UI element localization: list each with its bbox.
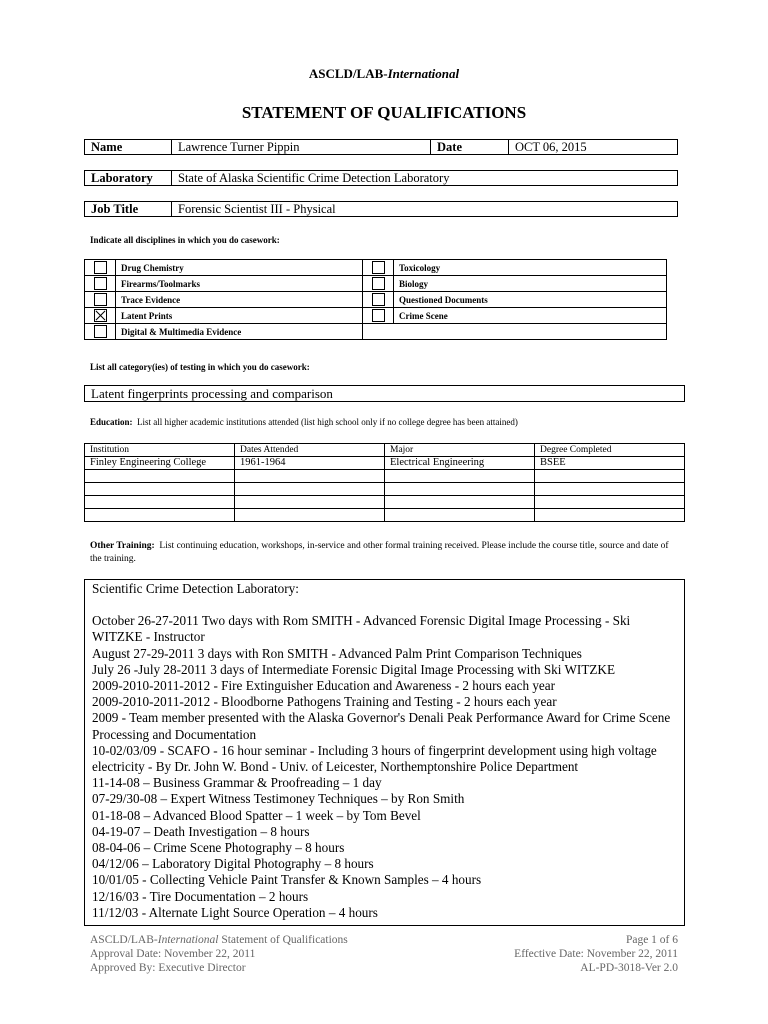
table-cell[interactable]: 1961-1964 <box>235 457 385 470</box>
name-field[interactable]: Lawrence Turner Pippin <box>172 140 431 154</box>
footer-doc-id: AL-PD-3018-Ver 2.0 <box>580 962 678 974</box>
column-header: Institution <box>85 444 235 457</box>
digital-multimedia-checkbox-cell <box>85 324 116 340</box>
training-entry: 2009-2010-2011-2012 - Bloodborne Pathogens Training and Testing - 2 hours each year <box>92 694 557 710</box>
laboratory-row <box>84 170 678 186</box>
crime-scene-checkbox[interactable] <box>372 309 385 322</box>
training-entry: July 26 -July 28-2011 3 days of Intermediate Forensic Digital Image Processing with Ski WITZKE <box>92 661 616 677</box>
training-entry: 10/01/05 - Collecting Vehicle Paint Transfer & Known Samples – 4 hours <box>92 872 482 888</box>
training-entry: 04/12/06 – Laboratory Digital Photography – 8 hours <box>92 856 374 872</box>
table-cell[interactable] <box>235 509 385 522</box>
latent-prints-checkbox-checked[interactable] <box>94 309 107 322</box>
biology-checkbox[interactable] <box>372 277 385 290</box>
other-training-instruction: List continuing education, workshops, in-service and other formal training received. Please include the course title, source and date of the training. <box>90 541 669 564</box>
table-cell[interactable] <box>235 496 385 509</box>
digital-multimedia-checkbox[interactable] <box>94 325 107 338</box>
empty-cell <box>363 324 394 340</box>
table-cell[interactable] <box>535 483 685 496</box>
table-row <box>85 457 685 470</box>
table-cell[interactable] <box>85 470 235 483</box>
empty-cell <box>394 324 667 340</box>
date-label: Date <box>431 140 509 154</box>
firearms-checkbox-cell <box>85 276 116 292</box>
training-entry: 04-19-07 – Death Investigation – 8 hours <box>92 823 310 839</box>
training-entry: 10-02/03/09 - SCAFO - 16 hour seminar - Including 3 hours of fingerprint development using high voltage electricity - By Dr. John W. Bond - Univ. of Leicester, Northemptonshire Police Department <box>92 742 657 775</box>
disciplines-instruction: Indicate all disciplines in which you do casework: <box>90 235 280 245</box>
table-cell[interactable] <box>385 470 535 483</box>
org-prefix: ASCLD/LAB- <box>308 66 388 81</box>
discipline-label: Firearms/Toolmarks <box>116 276 363 292</box>
discipline-label: Biology <box>394 276 667 292</box>
discipline-row <box>85 292 667 308</box>
table-cell[interactable]: Electrical Engineering <box>385 457 535 470</box>
discipline-row <box>85 260 667 276</box>
job-title-row <box>84 201 678 217</box>
trace-evidence-checkbox-cell <box>85 292 116 308</box>
trace-evidence-checkbox[interactable] <box>94 293 107 306</box>
education-instruction: List all higher academic institutions attended (list high school only if no college degree has been attained) <box>137 417 518 427</box>
org-suffix: International <box>387 66 460 81</box>
table-cell[interactable] <box>385 509 535 522</box>
training-entry: 01-18-08 – Advanced Blood Spatter – 1 week – by Tom Bevel <box>92 807 421 823</box>
toxicology-checkbox-cell <box>363 260 394 276</box>
name-date-row <box>84 139 678 155</box>
footer-right <box>514 933 678 975</box>
categories-instruction: List all category(ies) of testing in which you do casework: <box>90 362 310 372</box>
training-entry: 07-29/30-08 – Expert Witness Testimoney Techniques – by Ron Smith <box>92 791 465 807</box>
table-row <box>85 483 685 496</box>
crime-scene-checkbox-cell <box>363 308 394 324</box>
discipline-label: Questioned Documents <box>394 292 667 308</box>
discipline-row <box>85 276 667 292</box>
training-entry: 11/12/03 - Alternate Light Source Operation – 4 hours <box>92 904 378 920</box>
discipline-label: Crime Scene <box>394 308 667 324</box>
education-header-row <box>85 444 685 457</box>
page-title: STATEMENT OF QUALIFICATIONS <box>241 103 527 122</box>
other-training-label: Other Training: <box>90 541 155 551</box>
biology-checkbox-cell <box>363 276 394 292</box>
discipline-row <box>85 324 667 340</box>
discipline-label: Drug Chemistry <box>116 260 363 276</box>
discipline-label: Trace Evidence <box>116 292 363 308</box>
other-training-field[interactable] <box>84 579 685 926</box>
table-cell[interactable] <box>385 496 535 509</box>
toxicology-checkbox[interactable] <box>372 261 385 274</box>
table-row <box>85 496 685 509</box>
questioned-documents-checkbox-cell <box>363 292 394 308</box>
latent-prints-checkbox-cell <box>85 308 116 324</box>
job-title-field[interactable]: Forensic Scientist III - Physical <box>178 202 336 216</box>
organization-header <box>0 66 768 82</box>
disciplines-table <box>84 259 667 340</box>
drug-chemistry-checkbox[interactable] <box>94 261 107 274</box>
discipline-row <box>85 308 667 324</box>
table-cell[interactable] <box>535 496 685 509</box>
spacer <box>92 597 677 613</box>
education-instruction-line <box>90 417 518 427</box>
footer-effective-date: Effective Date: November 22, 2011 <box>514 948 678 960</box>
footer-page-number: Page 1 of 6 <box>625 934 678 946</box>
footer-doc-prefix: ASCLD/LAB- <box>90 934 158 946</box>
firearms-checkbox[interactable] <box>94 277 107 290</box>
table-row <box>85 509 685 522</box>
footer-approval-date: Approval Date: November 22, 2011 <box>90 948 256 960</box>
other-training-instruction-block <box>90 540 680 566</box>
table-cell[interactable] <box>535 509 685 522</box>
column-header: Major <box>385 444 535 457</box>
training-entry: 2009 - Team member presented with the Alaska Governor's Denali Peak Performance Award for Crime Scene Processing and Documentation <box>92 710 671 742</box>
footer-doc-italic: International <box>157 934 219 946</box>
column-header: Dates Attended <box>235 444 385 457</box>
training-entry: 2009-2010-2011-2012 - Fire Extinguisher Education and Awareness - 2 hours each year <box>92 678 556 694</box>
table-cell[interactable] <box>535 470 685 483</box>
training-entry: 11-14-08 – Business Grammar & Proofreading – 1 day <box>92 775 382 791</box>
training-entry: August 27-29-2011 3 days with Ron SMITH - Advanced Palm Print Comparison Techniques <box>92 645 582 661</box>
questioned-documents-checkbox[interactable] <box>372 293 385 306</box>
job-title-label: Job Title <box>85 202 172 216</box>
footer-doc-title <box>90 933 348 947</box>
education-table <box>84 443 685 522</box>
name-label: Name <box>85 140 172 154</box>
laboratory-field[interactable]: State of Alaska Scientific Crime Detection Laboratory <box>178 171 450 185</box>
footer-approved-by: Approved By: Executive Director <box>90 962 246 974</box>
column-header: Degree Completed <box>535 444 685 457</box>
footer-left <box>90 933 348 975</box>
table-cell[interactable] <box>235 470 385 483</box>
table-cell[interactable] <box>85 483 235 496</box>
training-entry: October 26-27-2011 Two days with Rom SMITH - Advanced Forensic Digital Image Processing - Ski WITZKE - Instructor <box>92 613 631 645</box>
discipline-label: Toxicology <box>394 260 667 276</box>
table-cell[interactable] <box>85 509 235 522</box>
footer-doc-suffix: Statement of Qualifications <box>218 934 348 946</box>
table-cell[interactable] <box>85 496 235 509</box>
discipline-label: Latent Prints <box>116 308 363 324</box>
table-row <box>85 470 685 483</box>
training-heading: Scientific Crime Detection Laboratory: <box>92 581 299 596</box>
categories-field[interactable]: Latent fingerprints processing and comparison <box>84 385 685 402</box>
training-entry: 12/16/03 - Tire Documentation – 2 hours <box>92 888 309 904</box>
table-cell[interactable]: Finley Engineering College <box>85 457 235 470</box>
training-entry: 08-04-06 – Crime Scene Photography – 8 hours <box>92 840 345 856</box>
table-cell[interactable] <box>385 483 535 496</box>
discipline-label: Digital & Multimedia Evidence <box>116 324 363 340</box>
table-cell[interactable] <box>235 483 385 496</box>
laboratory-label: Laboratory <box>85 171 172 185</box>
drug-chemistry-checkbox-cell <box>85 260 116 276</box>
table-cell[interactable]: BSEE <box>535 457 685 470</box>
education-label: Education: <box>90 417 133 427</box>
date-field[interactable]: OCT 06, 2015 <box>515 140 587 154</box>
